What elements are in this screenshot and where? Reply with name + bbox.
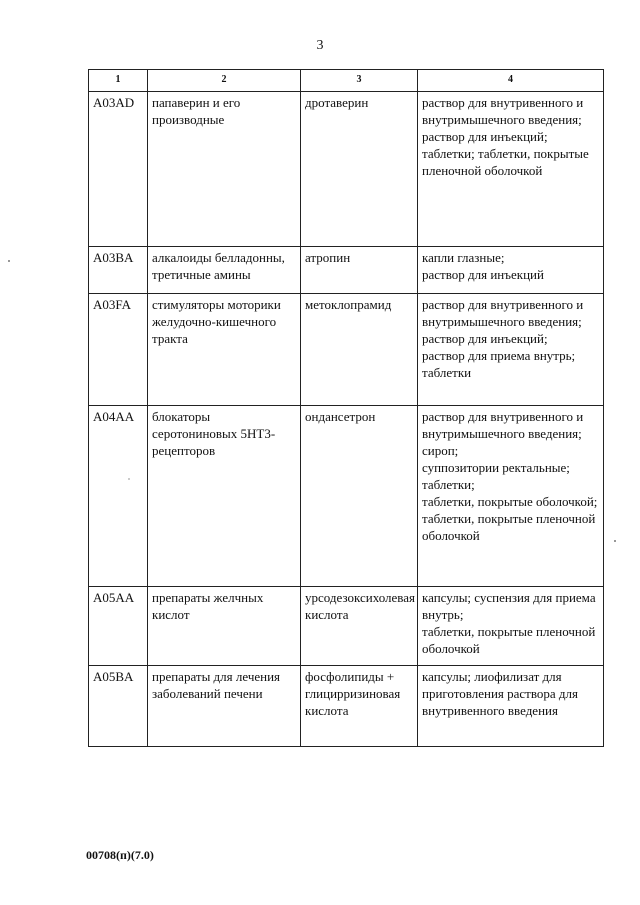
page-number: 3 — [316, 38, 324, 53]
dosage-form: капли глазные; — [422, 250, 505, 265]
drug-table — [88, 69, 604, 747]
dosage-forms-cell — [418, 587, 604, 666]
group-cell: блокаторы серотониновых 5HT3-рецепторов — [148, 406, 301, 587]
substance-cell: фосфолипиды + глицирризиновая кислота — [301, 666, 418, 747]
table-row — [89, 294, 604, 406]
atc-code-cell: A04AA — [89, 406, 148, 587]
dosage-form: сироп; — [422, 443, 459, 458]
scan-speck — [614, 540, 616, 542]
dosage-forms-cell — [418, 406, 604, 587]
dosage-form: таблетки; таблетки, покрытые пленочной оболочкой — [422, 146, 589, 178]
substance-cell: ондансетрон — [301, 406, 418, 587]
column-header-2: 2 — [148, 70, 301, 92]
dosage-form: таблетки; — [422, 477, 475, 492]
atc-code-cell: A05BA — [89, 666, 148, 747]
dosage-form: раствор для приема внутрь; таблетки — [422, 348, 576, 380]
group-cell: стимуляторы моторики желудочно-кишечного тракта — [148, 294, 301, 406]
column-header-3: 3 — [301, 70, 418, 92]
table-row — [89, 406, 604, 587]
group-cell: препараты для лечения заболеваний печени — [148, 666, 301, 747]
dosage-form: капсулы; лиофилизат для приготовления раствора для внутривенного введения — [422, 669, 578, 718]
group-cell: препараты желчных кислот — [148, 587, 301, 666]
scan-speck — [8, 260, 10, 262]
dosage-form: раствор для внутривенного и внутримышечного введения; — [422, 95, 584, 127]
dosage-form: раствор для инъекций — [422, 267, 544, 282]
dosage-forms-cell — [418, 92, 604, 247]
atc-code-cell: A03BA — [89, 247, 148, 294]
document-footer-code: 00708(п)(7.0) — [86, 848, 154, 862]
group-cell: алкалоиды белладонны, третичные амины — [148, 247, 301, 294]
dosage-forms-cell — [418, 666, 604, 747]
substance-cell: атропин — [301, 247, 418, 294]
dosage-form: суппозитории ректальные; — [422, 460, 570, 475]
dosage-form: капсулы; суспензия для приема внутрь; — [422, 590, 596, 622]
dosage-forms-cell — [418, 247, 604, 294]
substance-cell: метоклопрамид — [301, 294, 418, 406]
atc-code-cell: A03AD — [89, 92, 148, 247]
column-header-1: 1 — [89, 70, 148, 92]
table-row — [89, 666, 604, 747]
dosage-form: таблетки, покрытые оболочкой; — [422, 494, 598, 509]
group-cell: папаверин и его производные — [148, 92, 301, 247]
dosage-form: раствор для инъекций; — [422, 331, 548, 346]
dosage-form: раствор для внутривенного и внутримышечного введения; — [422, 409, 584, 441]
table-header-row — [89, 70, 604, 92]
dosage-form: таблетки, покрытые пленочной оболочкой — [422, 624, 596, 656]
dosage-form: раствор для внутривенного и внутримышечного введения; — [422, 297, 584, 329]
table-row — [89, 587, 604, 666]
table-row — [89, 247, 604, 294]
scan-speck — [128, 478, 130, 480]
table-row — [89, 92, 604, 247]
atc-code-cell: A05AA — [89, 587, 148, 666]
column-header-4: 4 — [418, 70, 604, 92]
dosage-form: таблетки, покрытые пленочной оболочкой — [422, 511, 596, 543]
dosage-form: раствор для инъекций; — [422, 129, 548, 144]
substance-cell: урсодезоксихолевая кислота — [301, 587, 418, 666]
atc-code-cell: A03FA — [89, 294, 148, 406]
dosage-forms-cell — [418, 294, 604, 406]
substance-cell: дротаверин — [301, 92, 418, 247]
